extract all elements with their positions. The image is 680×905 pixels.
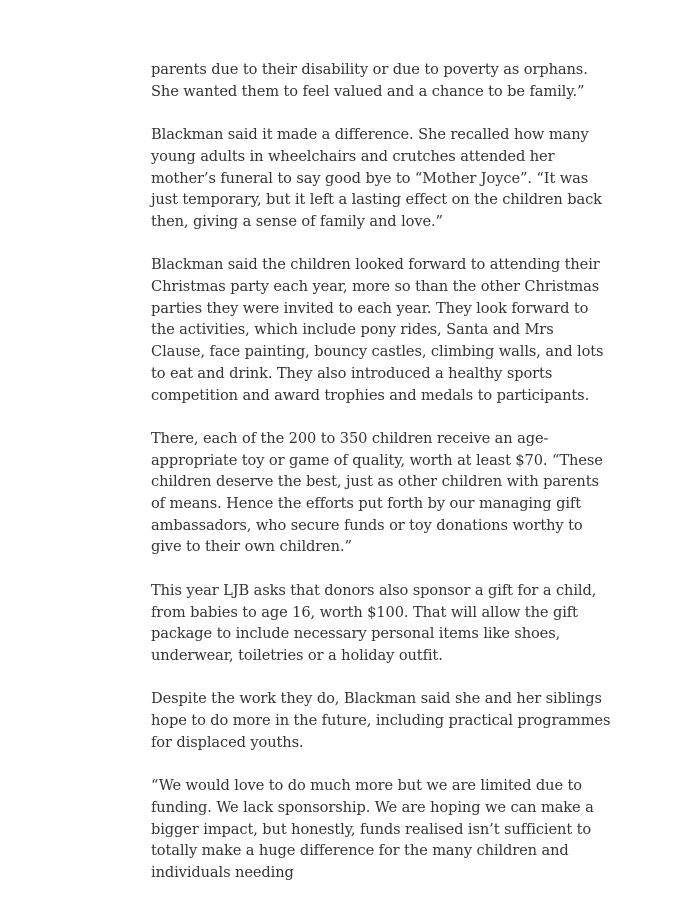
paragraph-5: This year LJB asks that donors also sponsor a gift for a child, from babies to age 16, worth $100. That will allow the gift package to include necessary personal items like shoes, underwear, toiletries or a holiday outfit. [151,581,597,664]
paragraph-7: “We would love to do much more but we are limited due to funding. We lack sponsorship. We are hoping we can make a bigger impact, but honestly, funds realised isn’t sufficient to totally make a huge difference for the many children and individuals needing [151,777,594,881]
paragraph-4: There, each of the 200 to 350 children receive an age-appropriate toy or game of quality, worth at least $70. “These children deserve the best, just as other children with parents of means. Hence the efforts put forth by our managing gift ambassadors, who secure funds or toy donations worthy to give to their own children.” [151,429,603,556]
paragraph-6: Despite the work they do, Blackman said she and her siblings hope to do more in the future, including practical programmes for displaced youths. [151,690,611,751]
paragraph-3: Blackman said the children looked forward to attending their Christmas party each year, more so than the other Christmas parties they were invited to each year. They look forward to the activities, which include pony rides, Santa and Mrs Clause, face painting, bouncy castles, climbing walls, and lots to eat and drink. They also introduced a healthy sports competition and award trophies and medals to participants. [151,256,604,404]
article-body [151,59,611,905]
paragraph-2: Blackman said it made a difference. She recalled how many young adults in wheelchairs and crutches attended her mother’s funeral to say good bye to “Mother Joyce”. “It was just temporary, but it left a lasting effect on the children back then, giving a sense of family and love.” [151,126,602,230]
paragraph-1: parents due to their disability or due to poverty as orphans. She wanted them to feel valued and a chance to be family.” [151,61,588,100]
